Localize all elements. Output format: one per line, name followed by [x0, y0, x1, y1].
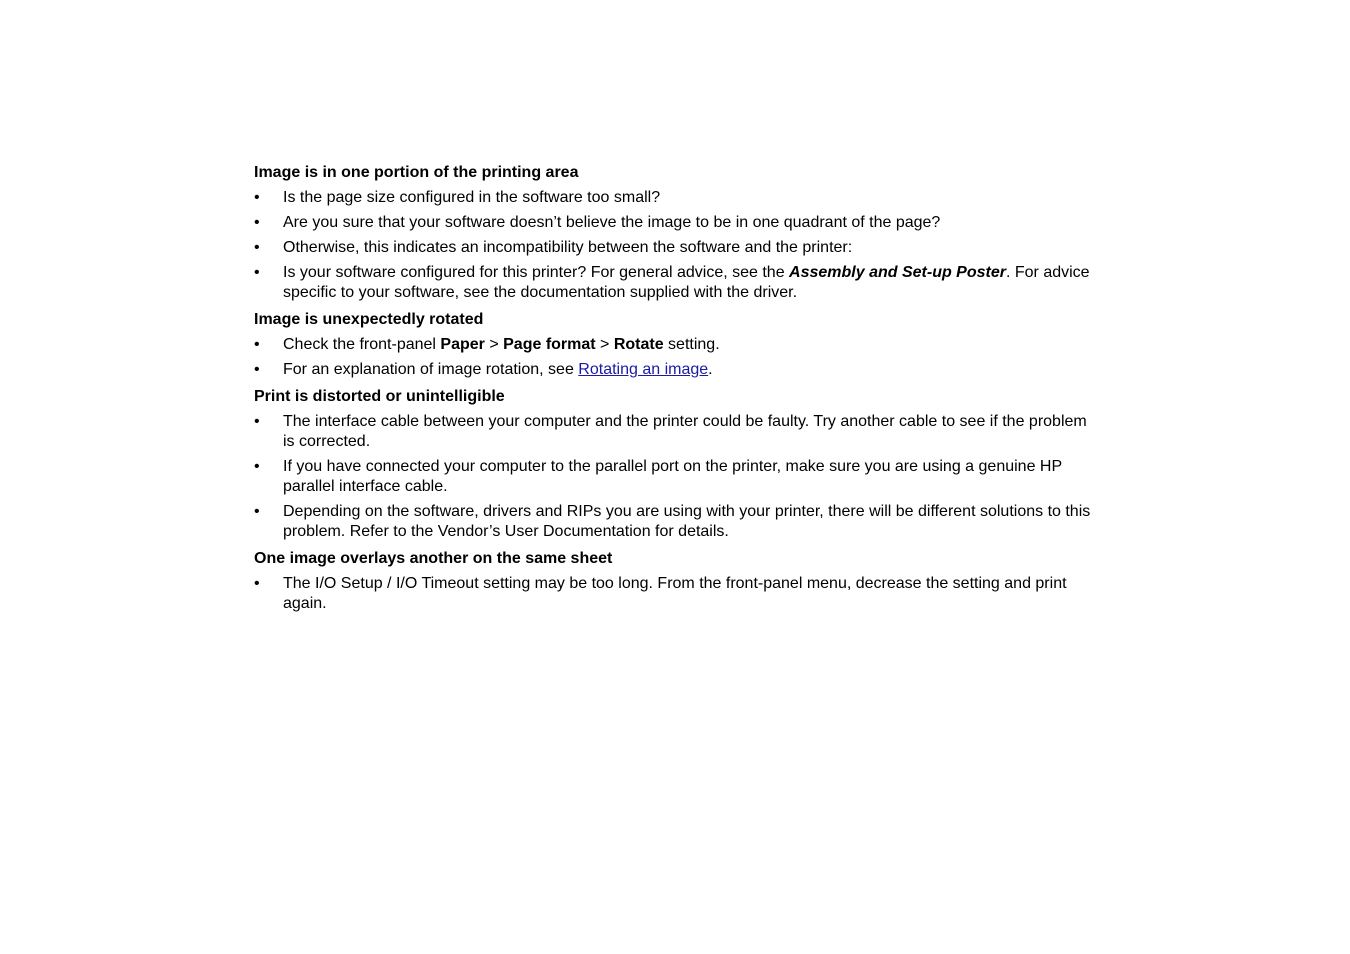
- list-item: [254, 412, 1099, 452]
- bullet-icon: •: [254, 413, 260, 430]
- list-item-text: For an explanation of image rotation, see: [283, 361, 579, 378]
- section-heading: One image overlays another on the same sheet: [254, 550, 613, 567]
- list-item: [254, 574, 1099, 614]
- list-item-text: The interface cable between your computer and the printer could be faulty. Try another cable to see if the problem is corrected.: [283, 413, 1087, 450]
- list-item: [254, 213, 1099, 233]
- list-item: [254, 335, 1099, 355]
- section-heading: Image is unexpectedly rotated: [254, 311, 484, 328]
- menu-path-separator: >: [595, 336, 614, 353]
- bullet-icon: •: [254, 575, 260, 592]
- list-item: [254, 360, 1099, 380]
- bullet-icon: •: [254, 336, 260, 353]
- menu-path-separator: >: [484, 336, 504, 353]
- list-item-text: Is the page size configured in the software too small?: [283, 189, 661, 206]
- rotating-an-image-link[interactable]: Rotating an image: [578, 361, 709, 378]
- menu-path-page-format: Page format: [503, 336, 596, 353]
- list-item-text: Check the front-panel: [283, 336, 441, 353]
- list-item-text: If you have connected your computer to the parallel port on the printer, make sure you are using a genuine HP parallel interface cable.: [283, 458, 1062, 495]
- list-item: [254, 238, 1099, 258]
- bullet-list: [254, 188, 1099, 303]
- list-item: [254, 457, 1099, 497]
- bullet-icon: •: [254, 458, 260, 475]
- list-item-text: Depending on the software, drivers and RIPs you are using with your printer, there will be different solutions to this problem. Refer to the Vendor’s User Documentation for details.: [283, 503, 1091, 540]
- list-item: [254, 263, 1099, 303]
- section-print-distorted: [254, 387, 1099, 542]
- menu-path-paper: Paper: [440, 336, 485, 353]
- bullet-icon: •: [254, 189, 260, 206]
- poster-title: Assembly and Set-up Poster: [789, 264, 1006, 281]
- menu-path-rotate: Rotate: [613, 336, 664, 353]
- list-item: [254, 502, 1099, 542]
- document-body: [254, 163, 1099, 621]
- bullet-icon: •: [254, 264, 260, 281]
- list-item-text: . For advice specific to your software, see the documentation supplied with the driver.: [283, 264, 1090, 301]
- list-item-text: setting.: [663, 336, 720, 353]
- bullet-icon: •: [254, 361, 260, 378]
- section-image-rotated: [254, 310, 1099, 380]
- section-heading: Print is distorted or unintelligible: [254, 388, 505, 405]
- list-item-text: Are you sure that your software doesn’t believe the image to be in one quadrant of the page?: [283, 214, 941, 231]
- list-item-text: .: [708, 361, 713, 378]
- section-image-in-one-portion: [254, 163, 1099, 303]
- bullet-icon: •: [254, 503, 260, 520]
- list-item-text: The I/O Setup / I/O Timeout setting may be too long. From the front-panel menu, decrease the setting and print again.: [283, 575, 1067, 612]
- section-image-overlays: [254, 549, 1099, 614]
- list-item-text: Is your software configured for this printer? For general advice, see the: [283, 264, 790, 281]
- bullet-list: [254, 574, 1099, 614]
- list-item: [254, 188, 1099, 208]
- section-heading: Image is in one portion of the printing area: [254, 164, 579, 181]
- bullet-list: [254, 335, 1099, 380]
- bullet-icon: •: [254, 214, 260, 231]
- bullet-icon: •: [254, 239, 260, 256]
- list-item-text: Otherwise, this indicates an incompatibility between the software and the printer:: [283, 239, 853, 256]
- bullet-list: [254, 412, 1099, 542]
